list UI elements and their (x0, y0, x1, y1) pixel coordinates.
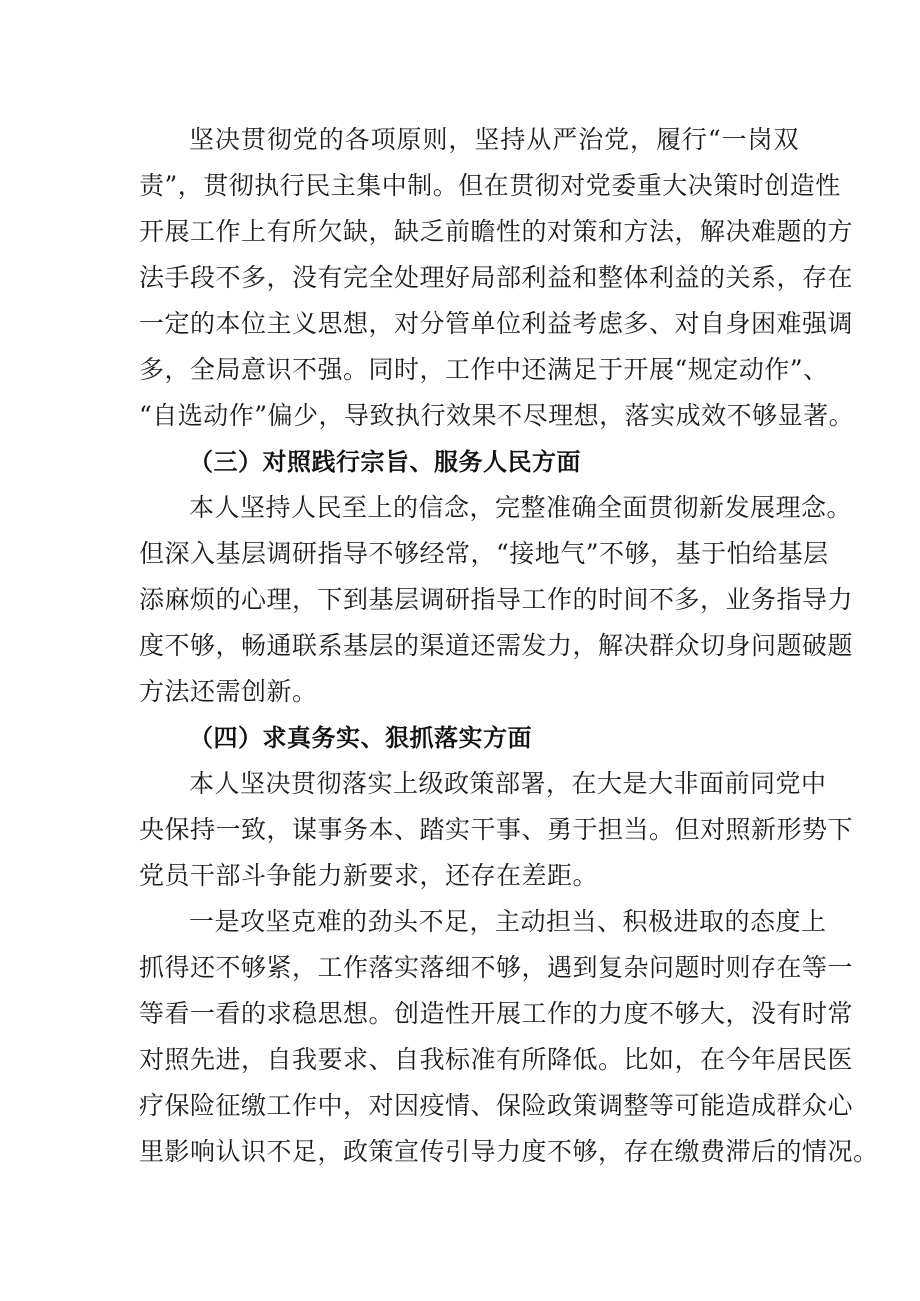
paragraph-line: 疗保险征缴工作中，对因疫情、保险政策调整等可能造成群众心 (139, 1091, 854, 1120)
section-heading-serve-people: （三）对照践行宗旨、服务人民方面 (189, 448, 581, 476)
paragraph-line: 坚决贯彻党的各项原则，坚持从严治党，履行“一岗双 (189, 125, 799, 154)
paragraph-line: 责”，贯彻执行民主集中制。但在贯彻对党委重大决策时创造性 (139, 171, 841, 200)
paragraph-line: 一定的本位主义思想，对分管单位利益考虑多、对自身困难强调 (139, 309, 854, 338)
document-body (139, 117, 879, 1175)
paragraph-line: 添麻烦的心理，下到基层调研指导工作的时间不多，业务指导力 (139, 585, 854, 614)
paragraph-party-principles (139, 117, 855, 439)
paragraph-line: 等看一看的求稳思想。创造性开展工作的力度不够大，没有时常 (139, 999, 854, 1028)
paragraph-line: 开展工作上有所欠缺，缺乏前瞻性的对策和方法，解决难题的方 (139, 217, 854, 246)
paragraph-line: 党员干部斗争能力新要求，还存在差距。 (139, 861, 599, 890)
paragraph-line: 多，全局意识不强。同时，工作中还满足于开展“规定动作”、 (139, 355, 829, 384)
paragraph-line: 度不够，畅通联系基层的渠道还需发力，解决群众切身问题破题 (139, 631, 854, 660)
paragraph-line: 一是攻坚克难的劲头不足，主动担当、积极进取的态度上 (189, 907, 827, 936)
paragraph-line: 本人坚持人民至上的信念，完整准确全面贯彻新发展理念。 (189, 493, 853, 522)
paragraph-line: 方法还需创新。 (139, 677, 318, 706)
paragraph-line: 里影响认识不足，政策宣传引导力度不够，存在缴费滞后的情况。 (139, 1137, 879, 1166)
paragraph-tackle-difficulties (139, 899, 879, 1175)
paragraph-line: “自选动作”偏少，导致执行效果不尽理想，落实成效不够显著。 (139, 401, 855, 430)
paragraph-line: 但深入基层调研指导不够经常，“接地气”不够，基于怕给基层 (139, 539, 829, 568)
paragraph-line: 央保持一致，谋事务本、踏实干事、勇于担当。但对照新形势下 (139, 815, 854, 844)
paragraph-line: 对照先进，自我要求、自我标准有所降低。比如，在今年居民医 (139, 1045, 854, 1074)
paragraph-line: 法手段不多，没有完全处理好局部利益和整体利益的关系，存在 (139, 263, 854, 292)
paragraph-serve-people (139, 485, 854, 715)
paragraph-policy-implementation (139, 761, 854, 899)
paragraph-line: 抓得还不够紧，工作落实落细不够，遇到复杂问题时则存在等一 (139, 953, 854, 982)
paragraph-line: 本人坚决贯彻落实上级政策部署，在大是大非面前同党中 (189, 769, 827, 798)
section-heading-implementation: （四）求真务实、狠抓落实方面 (189, 724, 532, 752)
